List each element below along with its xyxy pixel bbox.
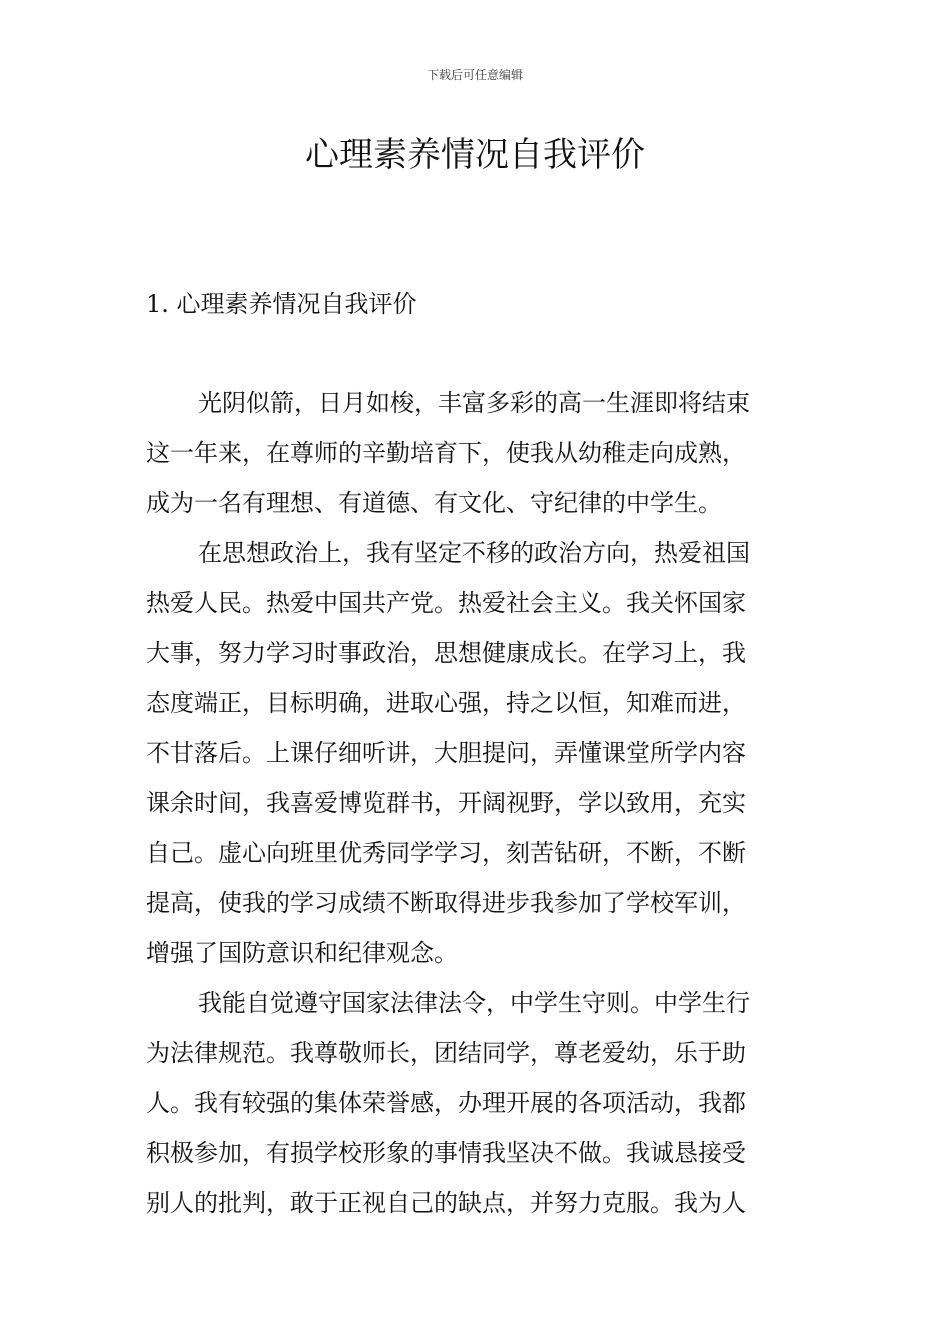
paragraph-line: 不甘落后。上课仔细听讲，大胆提问，弄懂课堂所学内容 [146,739,746,767]
body-text [146,378,808,1228]
document-title: 心理素养情况自我评价 [305,135,645,175]
paragraph-line: 这一年来，在尊师的辛勤培育下，使我从幼稚走向成熟， [146,439,746,467]
paragraph-line: 成为一名有理想、有道德、有文化、守纪律的中学生。 [146,489,722,517]
paragraph-line: 别人的批判，敢于正视自己的缺点，并努力克服。我为人 [146,1189,746,1217]
paragraph-line: 为法律规范。我尊敬师长，团结同学，尊老爱幼，乐于助 [146,1039,746,1067]
paragraph-line: 大事，努力学习时事政治，思想健康成长。在学习上，我 [146,639,746,667]
paragraph-line: 提高，使我的学习成绩不断取得进步我参加了学校军训， [146,889,746,917]
paragraph-line: 光阴似箭，日月如梭，丰富多彩的高一生涯即将结束 [198,389,750,417]
paragraph-line: 人。我有较强的集体荣誉感，办理开展的各项活动，我都 [146,1089,746,1117]
paragraph-line: 增强了国防意识和纪律观念。 [146,939,458,967]
paragraph-line: 我能自觉遵守国家法律法令，中学生守则。中学生行 [198,989,750,1017]
paragraph-line: 课余时间，我喜爱博览群书，开阔视野，学以致用，充实 [146,789,746,817]
paragraph-line: 积极参加，有损学校形象的事情我坚决不做。我诚恳接受 [146,1139,746,1167]
paragraph-line: 在思想政治上，我有坚定不移的政治方向，热爱祖国 [198,539,750,567]
paragraph-line: 自己。虚心向班里优秀同学学习，刻苦钻研，不断，不断 [146,839,746,867]
paragraph-line: 态度端正，目标明确，进取心强，持之以恒，知难而进， [146,689,746,717]
header-note: 下载后可任意编辑 [426,68,523,82]
section-heading: 1. 心理素养情况自我评价 [146,290,417,318]
paragraph-line: 热爱人民。热爱中国共产党。热爱社会主义。我关怀国家 [146,589,746,617]
